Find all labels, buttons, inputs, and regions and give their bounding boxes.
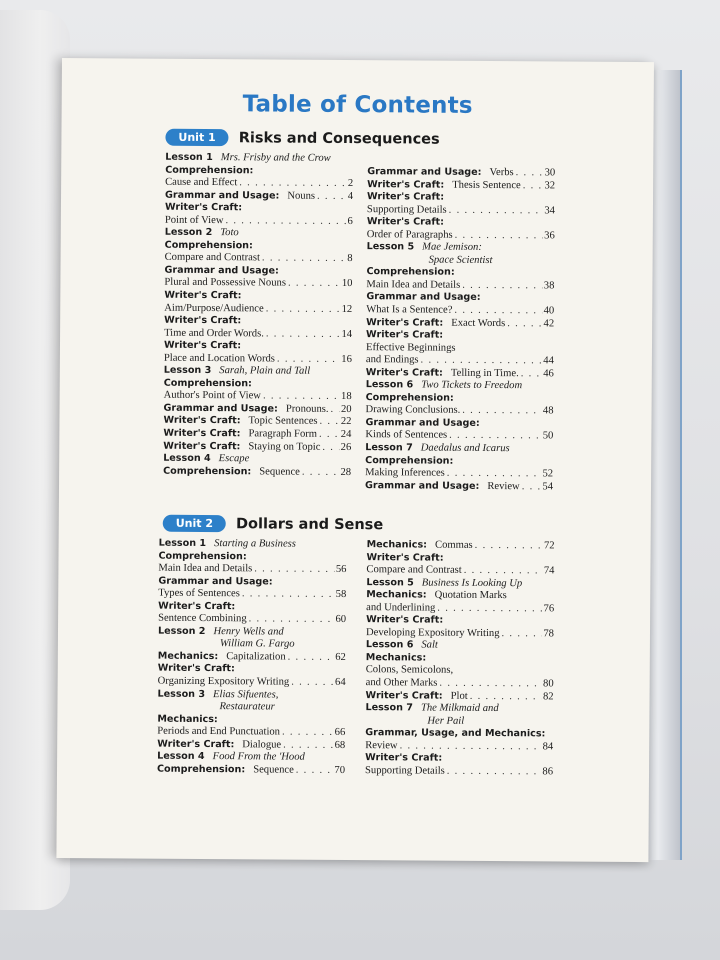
entry-text: Main Idea and Details [158, 562, 253, 575]
page-number: 8 [347, 253, 353, 265]
page-number: 50 [542, 430, 554, 442]
section-heading: Writer's Craft: [163, 440, 241, 452]
entry-text: Making Inferences [365, 467, 445, 479]
page-number: 36 [544, 230, 555, 242]
dot-leader [317, 190, 347, 203]
dot-leader [302, 466, 340, 479]
unit-1-header [165, 129, 439, 148]
page-number: 48 [542, 405, 554, 417]
section-heading: Comprehension: [163, 465, 252, 478]
unit-1-column-2 [365, 166, 555, 494]
section-heading: Lesson 3 [157, 688, 206, 700]
page-number: 18 [341, 391, 352, 403]
story-title: Food From the 'Hood [212, 751, 305, 764]
story-title: Toto [220, 227, 239, 239]
section-heading: Lesson 6 [365, 639, 414, 651]
unit-2-column-2 [365, 539, 555, 779]
section-heading: Writer's Craft: [163, 427, 241, 440]
story-title: Her Pail [427, 715, 465, 727]
entry-text: Telling in Time. [450, 367, 519, 379]
section-heading: Writer's Craft: [367, 191, 445, 203]
dot-leader [262, 253, 346, 266]
dot-leader [516, 167, 544, 180]
section-heading: Grammar and Usage: [364, 479, 480, 492]
section-heading: Lesson 7 [365, 702, 413, 714]
dot-leader [437, 602, 542, 615]
page-number: 12 [341, 303, 353, 315]
section-heading: Comprehension: [157, 763, 246, 776]
dot-leader [263, 391, 340, 404]
dot-leader [225, 215, 346, 228]
entry-text: Topic Sentences [248, 415, 318, 428]
section-heading: Lesson 5 [366, 576, 414, 589]
dot-leader [447, 468, 542, 481]
entry-text: Supporting Details [364, 764, 445, 777]
section-heading: Lesson 4 [163, 452, 211, 465]
dot-leader [319, 429, 340, 442]
page-number: 58 [335, 589, 347, 601]
page-number: 74 [543, 565, 555, 577]
dot-leader [331, 404, 340, 417]
dot-leader [447, 766, 542, 779]
page-number: 84 [542, 741, 554, 753]
entry-text: and Other Marks [365, 677, 438, 689]
entry-text: Colons, Semicolons, [365, 664, 454, 677]
entry-text: Author's Point of View [163, 390, 261, 402]
dot-leader [239, 177, 347, 190]
entry-text: Nouns [287, 190, 316, 202]
page-number: 16 [341, 353, 352, 365]
dot-leader [523, 180, 544, 193]
toc-line [367, 241, 555, 255]
unit-1-badge: Unit 1 [165, 129, 228, 146]
section-heading: Mechanics: [365, 652, 427, 664]
dot-leader [464, 565, 543, 578]
toc-line [365, 702, 553, 716]
entry-text: Aim/Purpose/Audience [164, 302, 264, 314]
section-heading: Writer's Craft: [366, 614, 444, 626]
entry-text: Cause and Effect [165, 176, 238, 189]
page-number: 60 [335, 614, 347, 626]
section-heading: Writer's Craft: [365, 366, 443, 379]
page-number: 46 [543, 368, 554, 380]
section-heading: Lesson 3 [163, 365, 212, 377]
page-number: 28 [340, 466, 352, 478]
story-title: Mrs. Frisby and the Crow [220, 152, 331, 164]
dot-leader [449, 430, 542, 443]
section-heading: Lesson 7 [365, 442, 413, 454]
page-number: 22 [340, 416, 352, 428]
entry-text: Quotation Marks [434, 589, 507, 602]
dot-leader [296, 764, 334, 777]
section-heading: Comprehension: [163, 377, 252, 390]
unit-1-title: Risks and Consequences [238, 129, 440, 148]
page-number: 86 [542, 766, 554, 778]
section-heading: Grammar and Usage: [367, 166, 482, 178]
page-number: 70 [334, 764, 346, 776]
section-heading: Comprehension: [365, 454, 454, 467]
section-heading: Writer's Craft: [365, 752, 443, 764]
story-title: The Milkmaid and [420, 702, 499, 715]
entry-text: Plot [450, 690, 468, 702]
section-heading: Writer's Craft: [163, 339, 242, 352]
entry-text: Verbs [489, 166, 514, 179]
page-number: 42 [543, 317, 555, 330]
page-number: 2 [347, 178, 354, 190]
entry-text: Sentence Combining [158, 612, 247, 625]
page-number: 4 [347, 190, 354, 202]
page-number: 64 [335, 676, 346, 689]
page-number: 40 [543, 305, 555, 317]
unit-1-column-1 [163, 152, 353, 480]
entry-text: Sequence [259, 466, 300, 478]
page-number: 56 [335, 564, 347, 576]
dot-leader [319, 416, 339, 429]
section-heading: Grammar and Usage: [365, 417, 480, 429]
dot-leader [475, 540, 543, 553]
dot-leader [277, 353, 340, 366]
entry-text: Point of View [164, 214, 224, 226]
dot-leader [421, 355, 543, 368]
dot-leader [455, 229, 544, 242]
section-heading: Grammar and Usage: [366, 291, 481, 304]
page-number: 34 [544, 205, 555, 217]
unit-2-column-1 [157, 538, 347, 778]
section-heading: Writer's Craft: [366, 551, 444, 564]
page-number: 26 [340, 441, 352, 453]
toc-line [365, 765, 553, 779]
entry-text: Exact Words [451, 317, 506, 329]
story-title: Elias Sifuentes, [213, 688, 279, 701]
entry-text: Pronouns. [285, 403, 329, 415]
page-number: 66 [334, 727, 346, 739]
entry-text: Supporting Details [366, 203, 447, 216]
dot-leader [288, 652, 335, 665]
section-heading: Lesson 1 [158, 537, 207, 550]
story-title: Restaurateur [219, 701, 275, 713]
page-number: 68 [334, 739, 346, 751]
story-title: Henry Wells and [213, 625, 284, 638]
story-title: Starting a Business [214, 538, 296, 550]
page-number: 52 [542, 468, 554, 480]
toc-line [158, 688, 346, 702]
entry-text: Order of Paragraphs [366, 228, 453, 241]
dot-leader [282, 727, 334, 740]
dot-leader [449, 204, 544, 217]
section-heading: Writer's Craft: [164, 201, 243, 214]
toc-line [163, 465, 351, 479]
dot-leader [462, 280, 543, 293]
dot-leader [502, 628, 543, 641]
section-heading: Comprehension: [164, 239, 253, 252]
story-title: Business Is Looking Up [421, 577, 523, 589]
toc-line [157, 764, 345, 778]
entry-text: Kinds of Sentences [365, 429, 448, 442]
story-title: Space Scientist [428, 254, 493, 266]
page-number: 72 [543, 540, 555, 552]
dot-leader [462, 405, 542, 418]
unit-2-header [163, 515, 384, 534]
section-heading: Writer's Craft: [365, 689, 443, 702]
dot-leader [322, 441, 339, 454]
entry-text: Effective Beginnings [365, 341, 456, 354]
dot-leader [507, 318, 542, 331]
section-heading: Grammar and Usage: [165, 189, 280, 202]
section-heading: Writer's Craft: [157, 738, 235, 750]
dot-leader [288, 278, 341, 291]
section-heading: Lesson 2 [157, 625, 206, 637]
dot-leader [522, 481, 542, 494]
section-heading: Lesson 5 [366, 241, 415, 253]
story-title: Salt [421, 639, 438, 652]
section-heading: Lesson 2 [164, 227, 213, 239]
section-heading: Writer's Craft: [366, 216, 444, 228]
dot-leader [266, 303, 341, 316]
entry-text: Review [487, 480, 520, 492]
story-title: Daedalus and Icarus [420, 442, 510, 455]
section-heading: Comprehension: [158, 550, 247, 562]
entry-text: Types of Sentences [158, 587, 240, 600]
entry-text: Main Idea and Details [366, 279, 461, 291]
entry-text: Dialogue [242, 739, 282, 751]
entry-text: Commas [434, 539, 473, 551]
section-heading: Writer's Craft: [157, 663, 235, 675]
section-heading: Mechanics: [157, 650, 219, 663]
section-heading: Writer's Craft: [164, 289, 242, 302]
entry-text: Compare and Contrast [164, 252, 260, 264]
entry-text: Thesis Sentence [452, 179, 521, 191]
section-heading: Lesson 1 [165, 151, 213, 164]
section-heading: Writer's Craft: [163, 415, 241, 427]
page-number: 6 [347, 215, 353, 227]
entry-text: and Endings [365, 354, 419, 366]
entry-text: Review [365, 739, 398, 752]
page-number: 38 [543, 280, 555, 292]
dot-leader [242, 588, 335, 601]
page-number: 80 [543, 678, 554, 690]
dot-leader [283, 739, 334, 752]
section-heading: Lesson 4 [157, 750, 205, 763]
entry-text: Capitalization [226, 651, 286, 663]
dot-leader [470, 690, 542, 703]
dot-leader [249, 614, 335, 627]
section-heading: Mechanics: [366, 589, 427, 601]
entry-text: Staying on Topic [248, 440, 321, 453]
entry-text: Plural and Possessive Nouns [164, 277, 287, 290]
entry-text: What Is a Sentence? [366, 304, 453, 316]
section-heading: Comprehension: [365, 391, 454, 404]
section-heading: Comprehension: [165, 164, 254, 176]
dot-leader [521, 368, 543, 381]
story-title: Escape [218, 453, 250, 465]
section-heading: Writer's Craft: [367, 178, 445, 191]
story-title: William G. Fargo [219, 638, 295, 651]
toc-line [365, 480, 553, 494]
unit-2-badge: Unit 2 [163, 515, 226, 532]
entry-text: Place and Location Words [163, 352, 275, 365]
contents-page [56, 58, 654, 862]
toc-line [158, 626, 346, 640]
story-title: Sarah, Plain and Tall [219, 365, 311, 378]
entry-text: Paragraph Form [248, 428, 318, 440]
page-number: 82 [542, 690, 554, 703]
page-number: 32 [544, 179, 556, 191]
unit-2-title: Dollars and Sense [235, 515, 384, 533]
story-title: Two Tickets to Freedom [421, 379, 523, 392]
dot-leader [454, 305, 542, 318]
section-heading: Mechanics: [366, 539, 428, 551]
entry-text: and Underlining [366, 601, 436, 614]
entry-text: Periods and End Punctuation [157, 725, 281, 738]
dot-leader [266, 328, 341, 341]
section-heading: Writer's Craft: [366, 329, 444, 341]
entry-text: Organizing Expository Writing [157, 675, 290, 688]
dot-leader [400, 740, 542, 754]
section-heading: Writer's Craft: [164, 314, 242, 327]
section-heading: Mechanics: [157, 713, 218, 725]
entry-text: Sequence [253, 764, 294, 776]
section-heading: Lesson 6 [365, 379, 414, 391]
section-heading: Comprehension: [366, 266, 455, 279]
entry-text: Developing Expository Writing [365, 626, 500, 639]
section-heading: Grammar, Usage, and Mechanics: [365, 727, 546, 740]
entry-text: Drawing Conclusions. [365, 404, 461, 417]
section-heading: Grammar and Usage: [163, 402, 278, 415]
page-number: 78 [543, 628, 555, 640]
page-title: Table of Contents [242, 91, 473, 119]
page-number: 44 [543, 355, 554, 367]
entry-text: Compare and Contrast [366, 564, 462, 576]
page-number: 54 [542, 481, 554, 493]
dot-leader [254, 563, 335, 576]
page-number: 10 [341, 278, 353, 290]
entry-text: Time and Order Words. [164, 327, 264, 340]
page-number: 24 [340, 428, 352, 441]
section-heading: Grammar and Usage: [158, 575, 273, 588]
page-number: 76 [543, 603, 555, 615]
page-number: 30 [544, 167, 556, 179]
section-heading: Writer's Craft: [366, 316, 444, 329]
page-number: 62 [335, 651, 346, 663]
section-heading: Grammar and Usage: [164, 264, 279, 277]
dot-leader [439, 678, 542, 691]
page-number: 14 [341, 328, 353, 340]
story-title: Mae Jemison: [422, 241, 482, 254]
page-number: 20 [340, 403, 352, 415]
dot-leader [291, 677, 334, 690]
section-heading: Writer's Craft: [158, 600, 236, 612]
